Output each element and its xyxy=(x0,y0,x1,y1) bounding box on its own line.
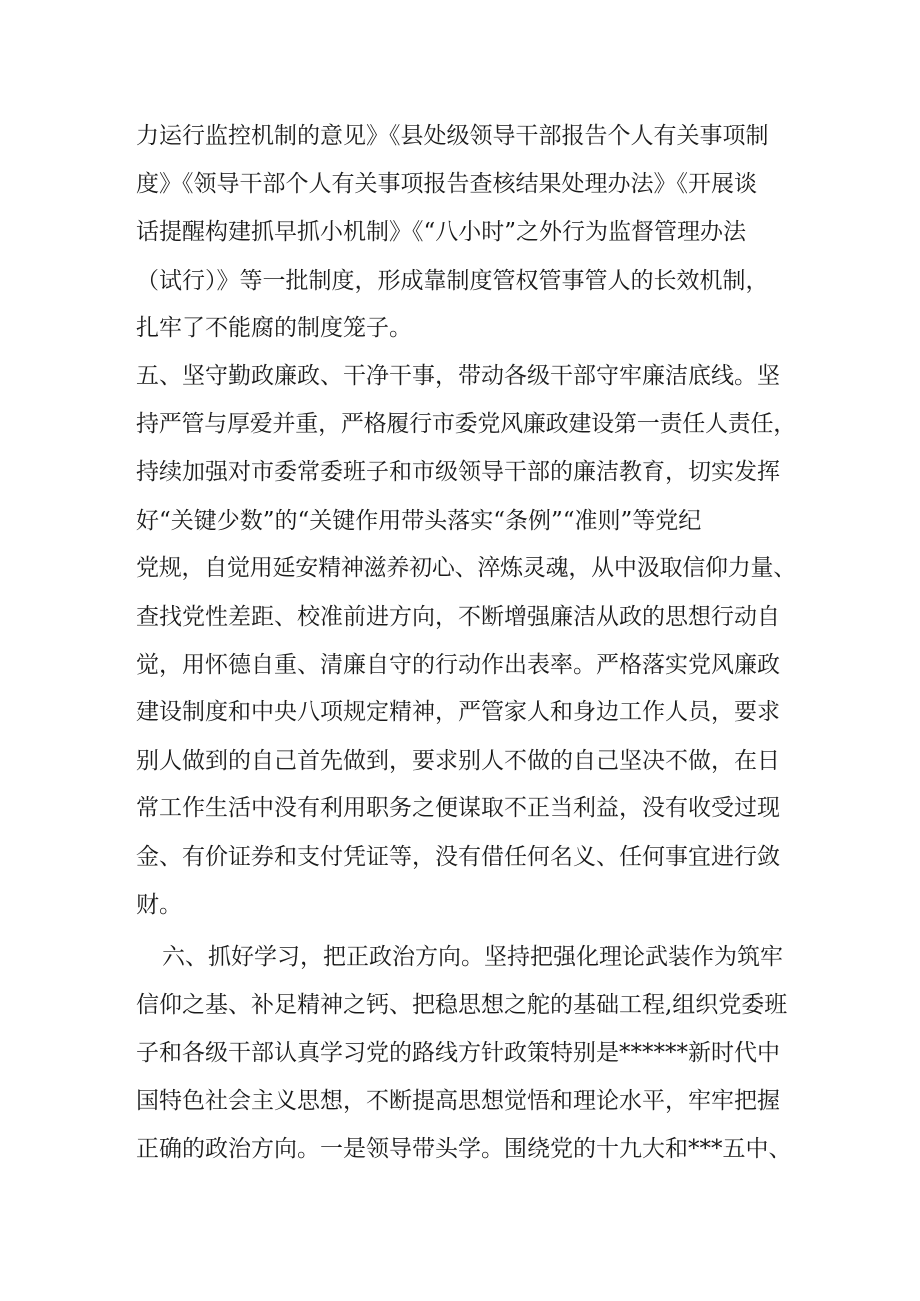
text-line: 扎牢了不能腐的制度笼子。 xyxy=(136,315,412,341)
text-line: 力运行监控机制的意见》《县处级领导干部报告个人有关事项制 xyxy=(136,123,769,149)
text-line: 国特色社会主义思想，不断提高思想觉悟和理论水平，牢牢把握 xyxy=(136,1088,780,1114)
text-line: 金、有价证券和支付凭证等，没有借任何名义、任何事宜进行敛 xyxy=(136,844,780,870)
text-line: （试行）》等一批制度，形成靠制度管权管事管人的长效机制， xyxy=(136,268,769,294)
text-line: 信仰之基、补足精神之钙、把稳思想之舵的基础工程,组织党委班 xyxy=(136,992,788,1018)
text-line: 常工作生活中没有利用职务之便谋取不正当利益，没有收受过现 xyxy=(136,795,780,821)
text-line: 度》《领导干部个人有关事项报告查核结果处理办法》《开展谈 xyxy=(136,171,757,197)
section-heading-line: 六、抓好学习，把正政治方向。坚持把强化理论武装作为筑牢 xyxy=(162,944,783,970)
section-heading-line: 五、坚守勤政廉政、干净干事，带动各级干部守牢廉洁底线。坚 xyxy=(136,363,780,389)
text-line: 好“关键少数”的“关键作用带头落实“条例”“准则”等党纪 xyxy=(136,508,702,534)
text-line: 话提醒构建抓早抓小机制》《“八小时”之外行为监督管理办法 xyxy=(136,219,747,245)
text-line: 持续加强对市委常委班子和市级领导干部的廉洁教育，切实发挥 xyxy=(136,459,780,485)
text-line: 正确的政治方向。一是领导带头学。围绕党的十九大和***五中、 xyxy=(136,1136,792,1162)
text-line: 子和各级干部认真学习党的路线方针政策特别是******新时代中 xyxy=(136,1040,780,1066)
text-line: 财。 xyxy=(136,892,182,918)
text-line: 觉，用怀德自重、清廉自守的行动作出表率。严格落实党风廉政 xyxy=(136,652,780,678)
text-line: 党规，自觉用延安精神滋养初心、淬炼灵魂，从中汲取信仰力量、 xyxy=(136,555,796,581)
text-line: 持严管与厚爱并重，严格履行市委党风廉政建设第一责任人责任， xyxy=(136,411,796,437)
text-line: 别人做到的自己首先做到，要求别人不做的自己坚决不做，在日 xyxy=(136,748,780,774)
text-line: 查找党性差距、校准前进方向，不断增强廉洁从政的思想行动自 xyxy=(136,604,780,630)
text-line: 建设制度和中央八项规定精神，严管家人和身边工作人员，要求 xyxy=(136,699,780,725)
